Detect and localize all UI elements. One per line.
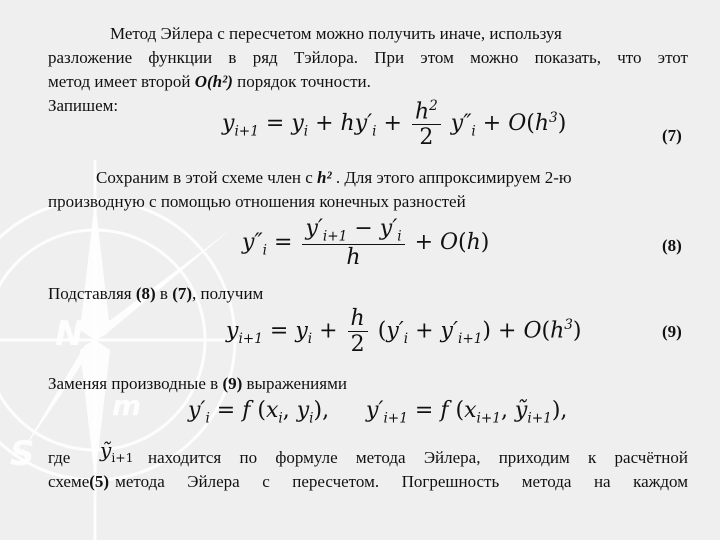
paragraph-5-line-1: находится по формуле метода Эйлера, приходим к расчётной: [148, 448, 688, 467]
paragraph-1-line-1: Метод Эйлера с пересчетом можно получить иначе, используя: [110, 24, 562, 43]
formula-9: $y_{i+1} = y_i$ + $\frac{h}{2}$ $(y'_i + y'_{i+1}) + O(h^3)$: [226, 306, 582, 357]
formula-derivative-i: $y'_i = f$ ($x_i$, $y_i$),: [188, 398, 330, 427]
equation-number-8: (8): [662, 236, 682, 255]
equation-number-7: (7): [662, 126, 682, 145]
formula-y-tilde: ỹ$_{i+1}$: [100, 438, 134, 465]
paragraph-4: Заменяя производные в (9) выражениями: [48, 374, 347, 393]
equation-number-9: (9): [662, 322, 682, 341]
formula-7: $y_{i+1} = y_i + hy'_i$ + $\frac{h^2}{2}$ $y''_i + O(h^3)$: [222, 98, 567, 151]
order-notation: O(h²): [194, 72, 233, 91]
formula-derivative-i-plus-1: $y'_{i+1} = f$ ($x_{i+1}$, ỹ$_{i+1}$),: [366, 398, 568, 427]
svg-text:S: S: [10, 434, 35, 474]
svg-text:m: m: [112, 389, 142, 422]
paragraph-6: схеме (5) метода Эйлера с пересчетом. Погрешность метода на каждом: [48, 472, 688, 491]
paragraph-1-line-2: разложение функции в ряд Тэйлора. При этом можно показать, что этот: [48, 48, 688, 67]
paragraph-3: Подставляя (8) в (7), получим: [48, 284, 264, 303]
paragraph-5-where: где: [48, 448, 71, 467]
formula-8: $y''_i$ = $\frac{y'_{i+1} - y'_i}{h}$ + O(h): [242, 216, 490, 271]
paragraph-1-line-3: метод имеет второй O(h²) порядок точности.: [48, 72, 371, 91]
paragraph-1-line-4: Запишем:: [48, 96, 119, 115]
paragraph-2-line-2: производную с помощью отношения конечных разностей: [48, 192, 466, 211]
svg-text:N: N: [55, 314, 84, 354]
paragraph-2-line-1: Сохраним в этой схеме член с h² . Для этого аппроксимируем 2-ю: [96, 168, 572, 187]
